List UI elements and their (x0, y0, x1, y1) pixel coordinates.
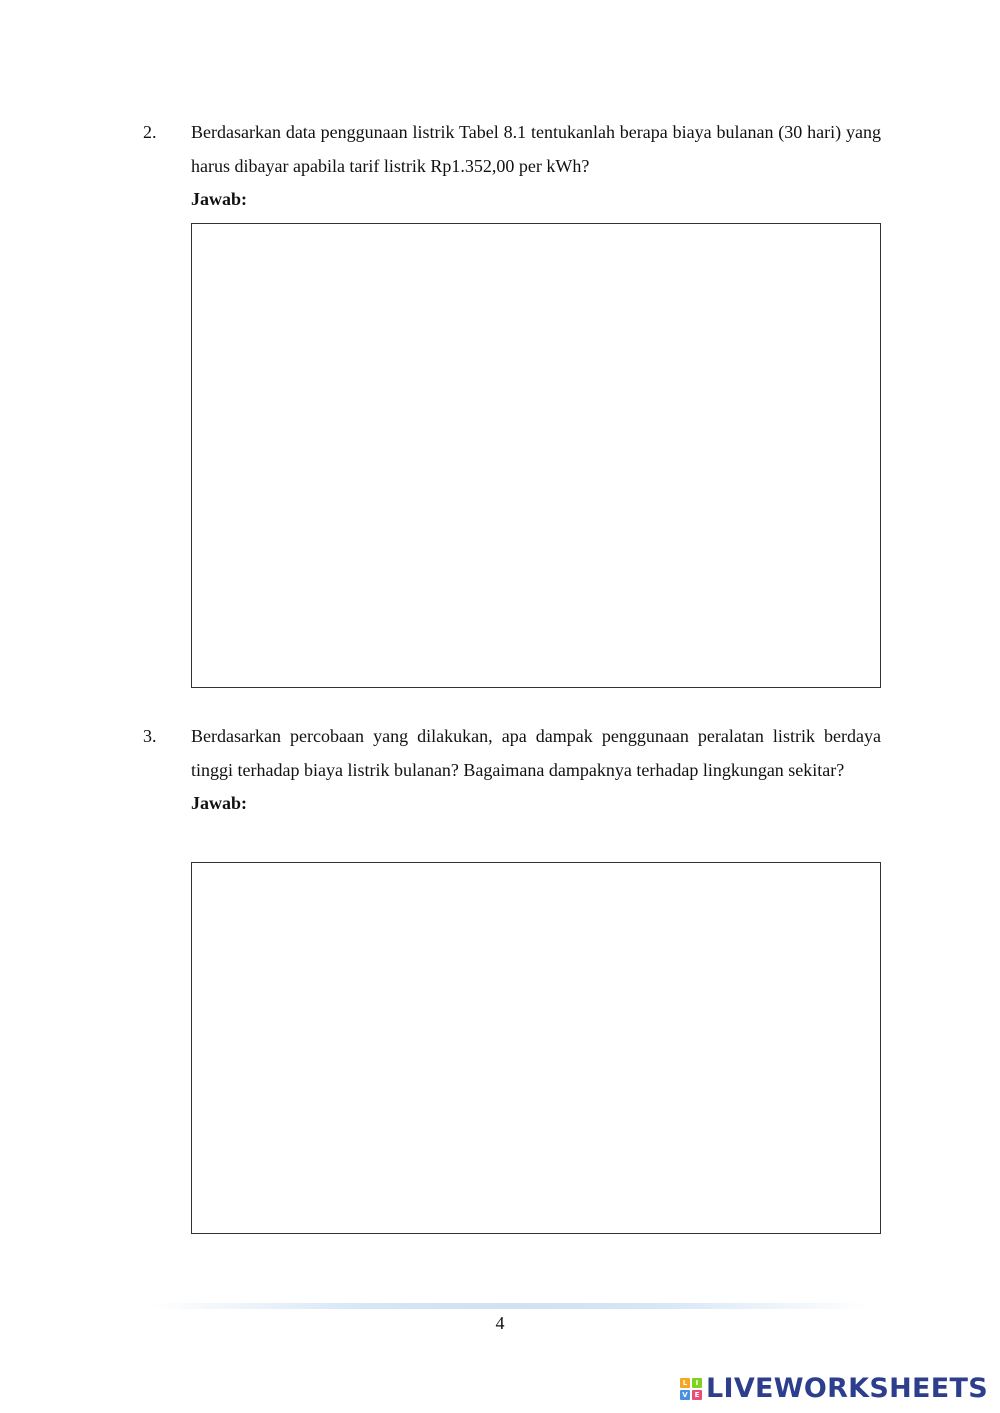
answer-box-question-3[interactable] (191, 862, 881, 1234)
question-text: Berdasarkan data penggunaan listrik Tabel 8.1 tentukanlah berapa biaya bulanan (30 hari) yang harus dibayar apabila tarif listrik Rp1.352,00 per kWh? (191, 122, 881, 176)
logo-tile: E (692, 1390, 702, 1400)
question-number: 2. (143, 122, 157, 142)
logo-tile: L (680, 1378, 690, 1388)
answer-box-question-2[interactable] (191, 223, 881, 688)
question-number: 3. (143, 726, 157, 746)
footer-divider (150, 1303, 870, 1309)
logo-tile: I (692, 1378, 702, 1388)
page-number: 4 (495, 1313, 505, 1333)
answer-label: Jawab: (191, 793, 248, 813)
liveworksheets-brand (680, 1372, 988, 1406)
question-text: Berdasarkan percobaan yang dilakukan, apa dampak penggunaan peralatan listrik berdaya tinggi terhadap biaya listrik bulanan? Bagaimana dampaknya terhadap lingkungan sekitar? (191, 726, 881, 780)
brand-name: LIVEWORKSHEETS (705, 1373, 988, 1404)
question-3 (143, 719, 881, 818)
logo-tile: V (680, 1390, 690, 1400)
question-2 (143, 115, 881, 214)
liveworksheets-logo-icon (680, 1378, 702, 1400)
answer-label: Jawab: (191, 189, 248, 209)
